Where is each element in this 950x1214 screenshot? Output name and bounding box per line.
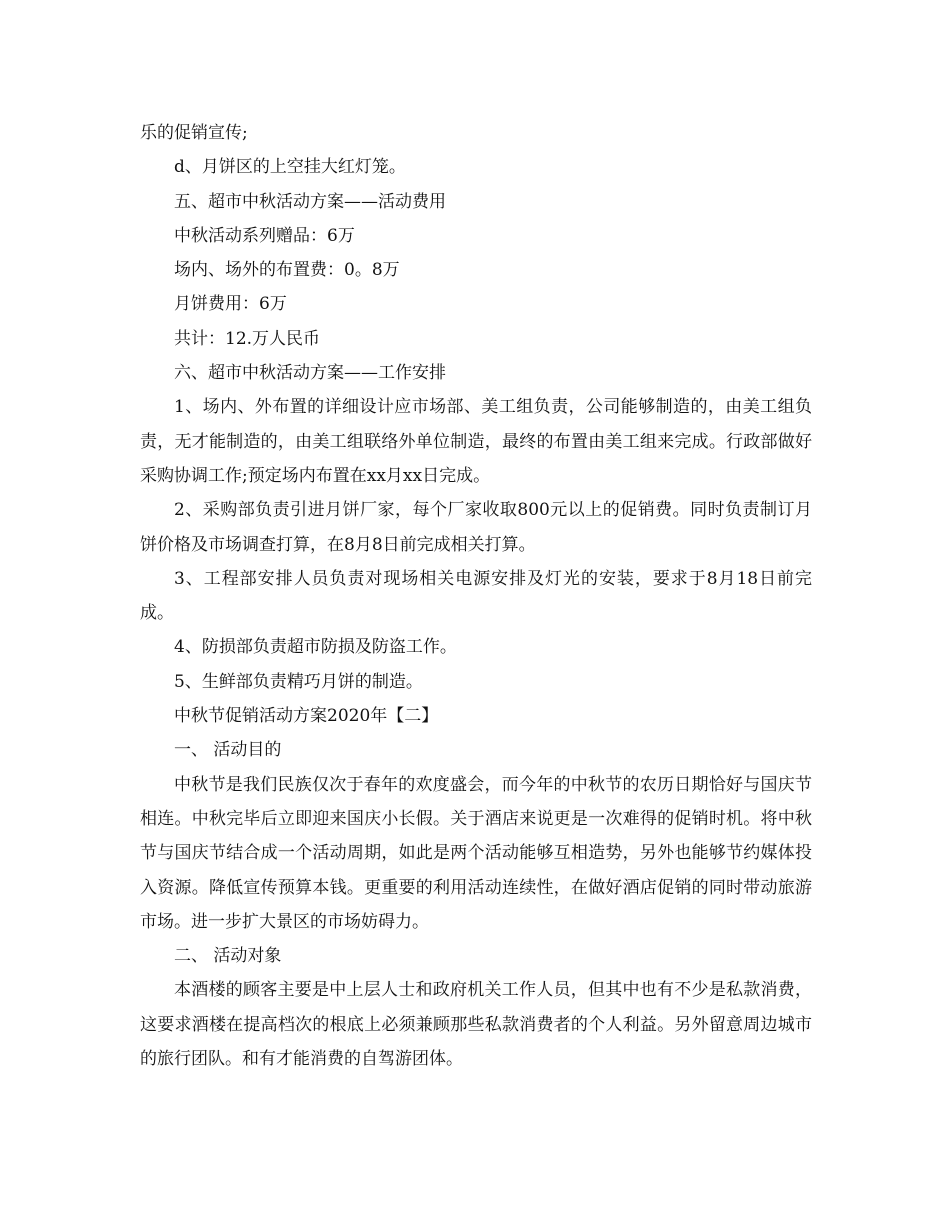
- work-item-2: 2、采购部负责引进月饼厂家，每个厂家收取800元以上的促销费。同时负责制订月饼价格及市场调查打算，在8月8日前完成相关打算。: [140, 500, 812, 555]
- cost-item-decoration: 场内、场外的布置费：0。8万: [174, 260, 400, 281]
- heading-activity-audience: 二、 活动对象: [174, 946, 282, 967]
- work-item-4: 4、防损部负责超市防损及防盗工作。: [174, 637, 457, 658]
- paragraph-continued-promo: 乐的促销宣传;: [140, 123, 248, 143]
- work-item-3: 3、工程部安排人员负责对现场相关电源安排及灯光的安装，要求于8月18日前完成。: [140, 568, 812, 624]
- paragraph-activity-audience: 本酒楼的顾客主要是中上层人士和政府机关工作人员，但其中也有不少是私款消费，这要求酒楼在提高档次的根底上必须兼顾那些私款消费者的个人利益。另外留意周边城市的旅行团队。和有才能消费的自驾游团体。: [140, 980, 812, 1070]
- section-heading-work-arrangement: 六、超市中秋活动方案——工作安排: [174, 363, 446, 384]
- cost-item-gifts: 中秋活动系列赠品：6万: [174, 225, 355, 246]
- cost-total: 共计：12.万人民币: [174, 328, 321, 349]
- paragraph-lanterns: d、月饼区的上空挂大红灯笼。: [174, 157, 406, 178]
- paragraph-activity-purpose: 中秋节是我们民族仅次于春年的欢度盛会，而今年的中秋节的农历日期恰好与国庆节相连。中秋完毕后立即迎来国庆小长假。关于酒店来说更是一次难得的促销时机。将中秋节与国庆节结合成一个活动周期，如此是两个活动能够互相造势，另外也能够节约媒体投入资源。降低宣传预算本钱。更重要的利用活动连续性，在做好酒店促销的同时带动旅游市场。进一步扩大景区的市场妨碍力。: [140, 774, 812, 932]
- document-body: [140, 116, 812, 1076]
- section-heading-costs: 五、超市中秋活动方案——活动费用: [174, 191, 446, 212]
- work-item-1: 1、场内、外布置的详细设计应市场部、美工组负责，公司能够制造的，由美工组负责，无才能制造的，由美工组联络外单位制造，最终的布置由美工组来完成。行政部做好采购协调工作;预定场内布置在xx月xx日完成。: [140, 397, 812, 486]
- heading-activity-purpose: 一、 活动目的: [174, 740, 282, 761]
- plan-two-title: 中秋节促销活动方案2020年【二】: [174, 706, 439, 727]
- cost-item-mooncakes: 月饼费用：6万: [174, 294, 287, 315]
- work-item-5: 5、生鲜部负责精巧月饼的制造。: [174, 671, 423, 692]
